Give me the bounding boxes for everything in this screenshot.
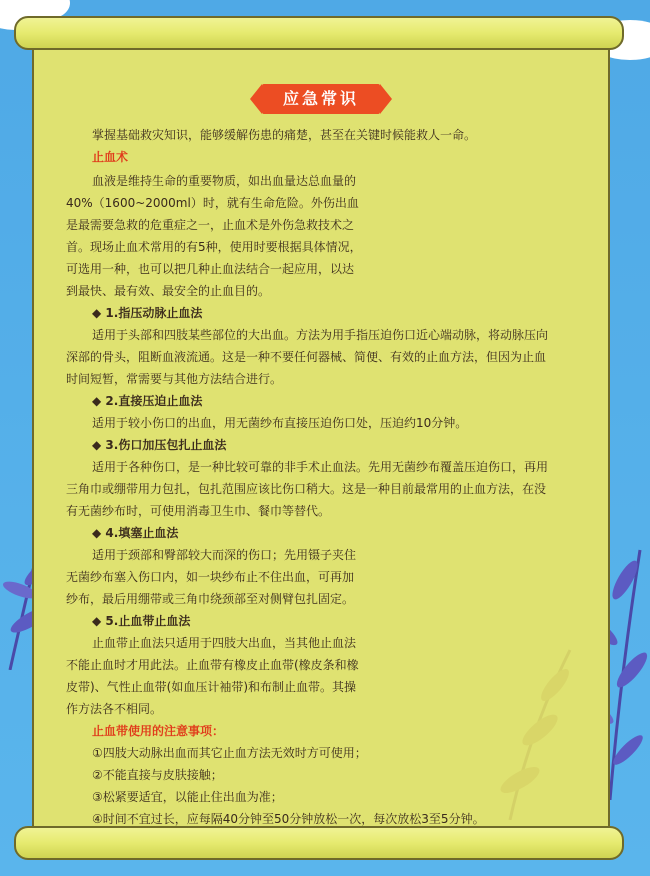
page-title: 应急常识: [262, 84, 380, 114]
method-5-text: 作方法各不相同。: [66, 702, 163, 716]
method-4-text: 适用于颈部和臀部较大而深的伤口；先用镊子夹住: [92, 548, 357, 562]
method-1-text: 深部的骨头，阻断血液流通。这是一种不要任何器械、简便、有效的止血方法，但因为止血: [66, 350, 547, 364]
method-3-text: 三角巾或绷带用力包扎，包扎范围应该比伤口稍大。这是一种目前最常用的止血方法，在没: [66, 482, 547, 496]
method-4-heading: ◆ 4.填塞止血法: [92, 526, 179, 540]
para1-line: 是最需要急救的危重症之一，止血术是外伤急救技术之: [66, 218, 355, 232]
method-3-text: 有无菌纱布时，可使用消毒卫生巾、餐巾等替代。: [66, 504, 331, 518]
method-1-text: 适用于头部和四肢某些部位的大出血。方法为用手指压迫伤口近心端动脉，将动脉压向: [92, 328, 549, 342]
para1-line: 血液是维持生命的重要物质，如出血量达总血量的: [92, 174, 357, 188]
method-3-text: 适用于各种伤口，是一种比较可靠的非手术止血法。先用无菌纱布覆盖压迫伤口，再用: [92, 460, 549, 474]
method-4-text: 纱布，最后用绷带或三角巾绕颈部至对侧臂包扎固定。: [66, 592, 355, 606]
method-1-text: 时间短暂，常需要与其他方法结合进行。: [66, 372, 283, 386]
para1-line: 首。现场止血术常用的有5种，使用时要根据具体情况，: [66, 240, 362, 254]
notes-heading: 止血带使用的注意事项：: [92, 724, 225, 738]
note-item: ①四肢大动脉出血而其它止血方法无效时方可使用；: [92, 746, 367, 760]
method-1-heading: ◆ 1.指压动脉止血法: [92, 306, 203, 320]
method-5-text: 皮带)、气性止血带(如血压计袖带)和布制止血带。其操: [66, 680, 357, 694]
para1-line: 可选用一种，也可以把几种止血法结合一起应用，以达: [66, 262, 355, 276]
para1-line: 到最快、最有效、最安全的止血目的。: [66, 284, 271, 298]
method-5-heading: ◆ 5.止血带止血法: [92, 614, 191, 628]
method-2-heading: ◆ 2.直接压迫止血法: [92, 394, 203, 408]
method-2-text: 适用于较小伤口的出血，用无菌纱布直接压迫伤口处，压迫约10分钟。: [92, 416, 468, 430]
note-item: ③松紧要适宜，以能止住出血为准；: [92, 790, 283, 804]
method-4-text: 无菌纱布塞入伤口内，如一块纱布止不住出血，可再加: [66, 570, 355, 584]
method-5-text: 不能止血时才用此法。止血带有橡皮止血带(橡皮条和橡: [66, 658, 359, 672]
method-3-heading: ◆ 3.伤口加压包扎止血法: [92, 438, 227, 452]
para1-line: 40%（1600~2000ml）时，就有生命危险。外伤出血: [66, 196, 359, 210]
section-heading: 止血术: [92, 150, 129, 164]
method-5-text: 止血带止血法只适用于四肢大出血，当其他止血法: [92, 636, 357, 650]
intro-text: 掌握基础救灾知识，能够缓解伤患的痛楚，甚至在关键时候能救人一命。: [92, 128, 477, 142]
note-item: ④时间不宜过长，应每隔40分钟至50分钟放松一次，每次放松3至5分钟。: [92, 812, 485, 826]
note-item: ②不能直接与皮肤接触；: [92, 768, 223, 782]
